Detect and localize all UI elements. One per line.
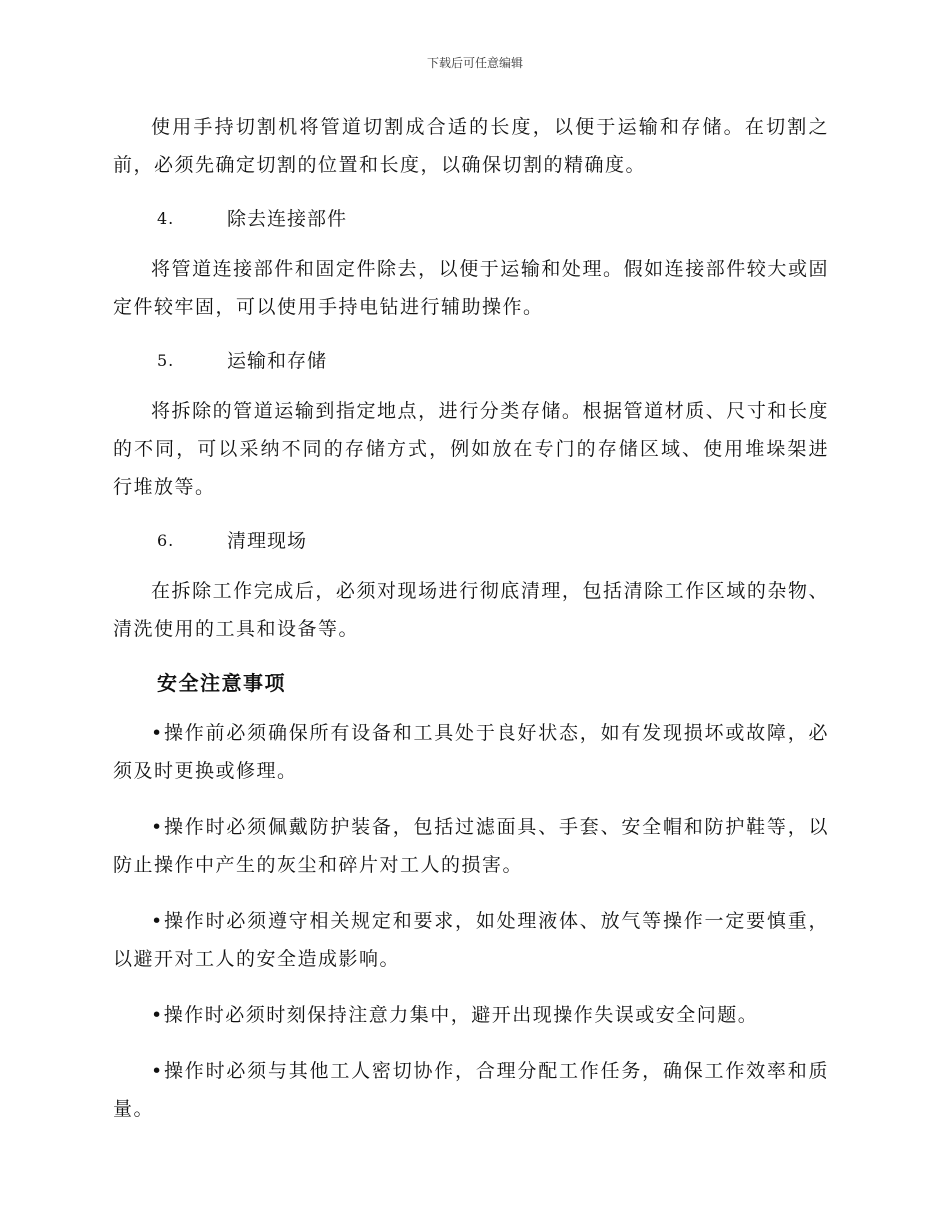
page-header: 下载后可任意编辑 [426, 56, 523, 70]
step-heading-4 [157, 202, 829, 236]
step-number: 5. [157, 351, 175, 370]
step-number: 4. [157, 209, 175, 228]
step-label: 清理现场 [227, 530, 308, 552]
step-heading-5 [157, 344, 829, 378]
document-body [113, 108, 829, 1146]
safety-section-title: 安全注意事项 [157, 671, 286, 695]
paragraph-remove-parts: 将管道连接部件和固定件除去，以便于运输和处理。假如连接部件较大或固定件较牢固，可以使用手持电钻进行辅助操作。 [113, 258, 829, 318]
step-number: 6. [157, 531, 175, 550]
safety-bullet-1: •操作前必须确保所有设备和工具处于良好状态，如有发现损坏或故障，必须及时更换或修理。 [113, 722, 829, 782]
step-label: 运输和存储 [227, 350, 328, 372]
paragraph-cleanup: 在拆除工作完成后，必须对现场进行彻底清理，包括清除工作区域的杂物、清洗使用的工具和设备等。 [113, 580, 829, 640]
safety-bullet-5: •操作时必须与其他工人密切协作，合理分配工作任务，确保工作效率和质量。 [113, 1060, 829, 1120]
paragraph-cutting: 使用手持切割机将管道切割成合适的长度，以便于运输和存储。在切割之前，必须先确定切割的位置和长度，以确保切割的精确度。 [113, 116, 829, 176]
step-label: 除去连接部件 [227, 208, 348, 230]
step-heading-6 [157, 524, 829, 558]
safety-bullet-2: •操作时必须佩戴防护装备，包括过滤面具、手套、安全帽和防护鞋等，以防止操作中产生的灰尘和碎片对工人的损害。 [113, 816, 829, 876]
safety-bullet-4: •操作时必须时刻保持注意力集中，避开出现操作失误或安全问题。 [151, 1004, 759, 1026]
paragraph-transport-storage: 将拆除的管道运输到指定地点，进行分类存储。根据管道材质、尺寸和长度的不同，可以采纳不同的存储方式，例如放在专门的存储区域、使用堆垛架进行堆放等。 [113, 400, 829, 498]
safety-bullet-3: •操作时必须遵守相关规定和要求，如处理液体、放气等操作一定要慎重，以避开对工人的安全造成影响。 [113, 910, 829, 970]
